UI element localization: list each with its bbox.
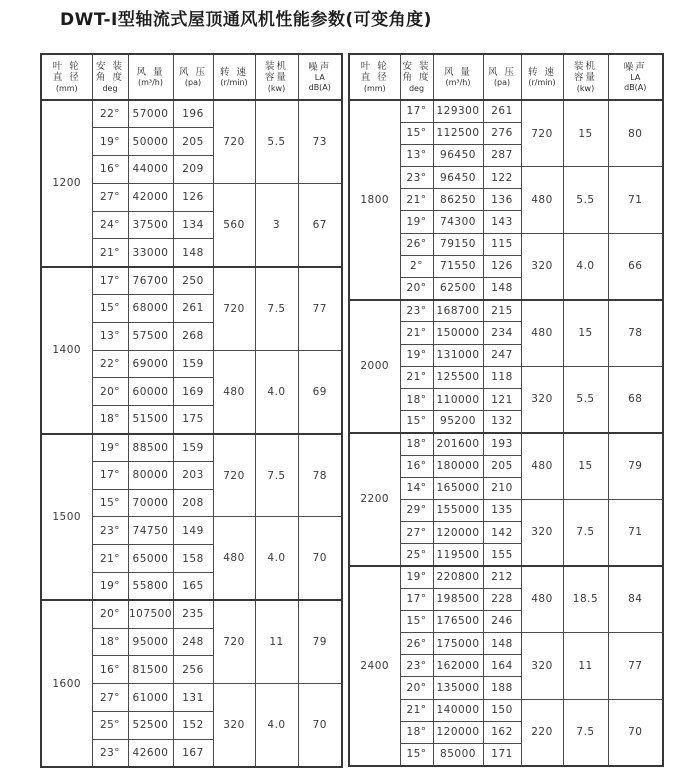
- air-pressure-cell: 246: [483, 610, 521, 632]
- air-volume-cell: 201600: [433, 433, 483, 455]
- angle-cell: 13°: [400, 144, 433, 166]
- column-header-line: 噪声: [623, 61, 647, 73]
- table-row: [41, 434, 342, 462]
- noise-cell: 79: [608, 433, 663, 500]
- capacity-cell: 7.5: [255, 267, 298, 350]
- air-volume-cell: 125500: [433, 366, 483, 388]
- air-pressure-cell: 115: [483, 233, 521, 255]
- air-volume-cell: 119500: [433, 544, 483, 566]
- angle-cell: 20°: [400, 677, 433, 699]
- air-volume-cell: 155000: [433, 499, 483, 521]
- angle-cell: 17°: [92, 461, 128, 489]
- air-pressure-cell: 152: [173, 712, 213, 740]
- column-header-line: 风 压: [487, 66, 517, 78]
- column-header-line: deg: [408, 83, 425, 93]
- column-header-line: (r/min): [528, 77, 556, 87]
- speed-cell: 480: [521, 300, 563, 367]
- column-header-line: (m³/h): [445, 77, 471, 87]
- noise-cell: 69: [298, 350, 342, 433]
- air-pressure-cell: 209: [173, 156, 213, 184]
- angle-cell: 19°: [92, 573, 128, 601]
- tables-container: [40, 53, 700, 768]
- air-volume-cell: 162000: [433, 655, 483, 677]
- diameter-cell: 1800: [349, 100, 400, 300]
- air-pressure-cell: 126: [173, 183, 213, 211]
- air-volume-cell: 120000: [433, 522, 483, 544]
- air-pressure-cell: 136: [483, 189, 521, 211]
- air-volume-cell: 112500: [433, 122, 483, 144]
- air-volume-cell: 65000: [128, 545, 173, 573]
- angle-cell: 20°: [92, 378, 128, 406]
- column-header-line: 风 量: [443, 66, 473, 78]
- air-volume-cell: 74300: [433, 211, 483, 233]
- angle-cell: 19°: [400, 566, 433, 588]
- air-pressure-cell: 235: [173, 600, 213, 628]
- air-pressure-cell: 162: [483, 721, 521, 743]
- angle-cell: 21°: [400, 189, 433, 211]
- column-header-line: 直 径: [360, 72, 389, 84]
- noise-cell: 71: [608, 499, 663, 566]
- angle-cell: 21°: [400, 322, 433, 344]
- column-header: [213, 54, 255, 100]
- air-pressure-cell: 205: [483, 455, 521, 477]
- diameter-cell: 1400: [41, 267, 92, 434]
- column-header-line: (pa): [493, 77, 511, 87]
- column-header: [563, 54, 608, 100]
- air-volume-cell: 42000: [128, 183, 173, 211]
- air-pressure-cell: 148: [173, 239, 213, 267]
- air-pressure-cell: 131: [173, 684, 213, 712]
- air-pressure-cell: 175: [173, 406, 213, 434]
- angle-cell: 22°: [92, 100, 128, 128]
- angle-cell: 22°: [92, 350, 128, 378]
- speed-cell: 720: [213, 434, 255, 517]
- angle-cell: 15°: [400, 411, 433, 433]
- column-header: [128, 54, 173, 100]
- angle-cell: 21°: [92, 545, 128, 573]
- air-volume-cell: 165000: [433, 477, 483, 499]
- air-pressure-cell: 210: [483, 477, 521, 499]
- angle-cell: 27°: [400, 522, 433, 544]
- table-row: [41, 267, 342, 295]
- noise-cell: 67: [298, 183, 342, 266]
- angle-cell: 26°: [400, 233, 433, 255]
- air-volume-cell: 69000: [128, 350, 173, 378]
- air-pressure-cell: 148: [483, 278, 521, 300]
- angle-cell: 19°: [400, 344, 433, 366]
- column-header-line: (mm): [55, 83, 78, 93]
- fan-parameters-table-right: [348, 53, 664, 767]
- air-pressure-cell: 149: [173, 517, 213, 545]
- header-row: [41, 54, 342, 100]
- noise-cell: 66: [608, 233, 663, 300]
- air-volume-cell: 68000: [128, 295, 173, 323]
- capacity-cell: 4.0: [255, 517, 298, 600]
- column-header: [400, 54, 433, 100]
- table-row: [41, 600, 342, 628]
- column-header-line: (pa): [184, 77, 202, 87]
- air-volume-cell: 52500: [128, 712, 173, 740]
- angle-cell: 18°: [400, 388, 433, 410]
- column-header-line: (kw): [267, 83, 286, 93]
- capacity-cell: 4.0: [563, 233, 608, 300]
- angle-cell: 15°: [92, 295, 128, 323]
- air-volume-cell: 50000: [128, 128, 173, 156]
- angle-cell: 18°: [400, 721, 433, 743]
- air-volume-cell: 176500: [433, 610, 483, 632]
- air-pressure-cell: 169: [173, 378, 213, 406]
- column-header-line: (mm): [363, 83, 386, 93]
- column-header-line: 容量: [573, 72, 597, 84]
- capacity-cell: 11: [563, 633, 608, 700]
- column-header: [41, 54, 92, 100]
- column-header-line: 装机: [264, 60, 288, 72]
- column-header: [521, 54, 563, 100]
- column-header-line: 角 度: [402, 72, 431, 84]
- speed-cell: 480: [521, 566, 563, 633]
- column-header-line: 直 径: [52, 72, 81, 84]
- angle-cell: 21°: [400, 366, 433, 388]
- air-volume-cell: 61000: [128, 684, 173, 712]
- speed-cell: 480: [213, 517, 255, 600]
- speed-cell: 320: [213, 684, 255, 767]
- capacity-cell: 15: [563, 100, 608, 167]
- capacity-cell: 4.0: [255, 684, 298, 767]
- column-header-line: 风 压: [178, 66, 208, 78]
- angle-cell: 23°: [92, 517, 128, 545]
- air-pressure-cell: 228: [483, 588, 521, 610]
- speed-cell: 320: [521, 499, 563, 566]
- speed-cell: 320: [521, 366, 563, 433]
- column-header-line: dB(A): [624, 82, 647, 92]
- noise-cell: 70: [298, 684, 342, 767]
- diameter-cell: 2000: [349, 300, 400, 433]
- air-pressure-cell: 155: [483, 544, 521, 566]
- air-pressure-cell: 135: [483, 499, 521, 521]
- speed-cell: 220: [521, 699, 563, 766]
- air-volume-cell: 86250: [433, 189, 483, 211]
- capacity-cell: 7.5: [255, 434, 298, 517]
- air-volume-cell: 96450: [433, 167, 483, 189]
- air-pressure-cell: 212: [483, 566, 521, 588]
- air-pressure-cell: 126: [483, 255, 521, 277]
- table-header: [41, 54, 342, 100]
- air-pressure-cell: 150: [483, 699, 521, 721]
- air-pressure-cell: 261: [483, 100, 521, 122]
- speed-cell: 480: [213, 350, 255, 433]
- air-volume-cell: 60000: [128, 378, 173, 406]
- fan-parameters-table-left: [40, 53, 343, 768]
- column-header-line: (m³/h): [137, 77, 163, 87]
- air-pressure-cell: 248: [173, 628, 213, 656]
- angle-cell: 14°: [400, 477, 433, 499]
- air-volume-cell: 129300: [433, 100, 483, 122]
- column-header-line: 安 装: [95, 60, 125, 72]
- column-header: [173, 54, 213, 100]
- angle-cell: 23°: [400, 655, 433, 677]
- angle-cell: 23°: [92, 739, 128, 767]
- capacity-cell: 15: [563, 433, 608, 500]
- angle-cell: 29°: [400, 499, 433, 521]
- column-header-line: 叶 轮: [360, 60, 389, 72]
- speed-cell: 720: [521, 100, 563, 167]
- column-header-line: deg: [102, 83, 118, 93]
- air-pressure-cell: 121: [483, 388, 521, 410]
- air-volume-cell: 74750: [128, 517, 173, 545]
- air-pressure-cell: 118: [483, 366, 521, 388]
- capacity-cell: 4.0: [255, 350, 298, 433]
- noise-cell: 84: [608, 566, 663, 633]
- air-pressure-cell: 132: [483, 411, 521, 433]
- air-volume-cell: 33000: [128, 239, 173, 267]
- diameter-cell: 1600: [41, 600, 92, 767]
- capacity-cell: 7.5: [563, 499, 608, 566]
- noise-cell: 80: [608, 100, 663, 167]
- air-volume-cell: 198500: [433, 588, 483, 610]
- air-volume-cell: 76700: [128, 267, 173, 295]
- noise-cell: 77: [298, 267, 342, 350]
- air-volume-cell: 220800: [433, 566, 483, 588]
- air-volume-cell: 81500: [128, 656, 173, 684]
- angle-cell: 21°: [92, 239, 128, 267]
- angle-cell: 15°: [92, 489, 128, 517]
- column-header-line: (r/min): [220, 77, 248, 87]
- angle-cell: 2°: [400, 255, 433, 277]
- speed-cell: 720: [213, 600, 255, 683]
- diameter-cell: 1500: [41, 434, 92, 601]
- column-header-line: 容量: [264, 72, 288, 84]
- angle-cell: 23°: [400, 167, 433, 189]
- noise-cell: 78: [608, 300, 663, 367]
- air-pressure-cell: 158: [173, 545, 213, 573]
- capacity-cell: 15: [563, 300, 608, 367]
- air-volume-cell: 150000: [433, 322, 483, 344]
- column-header-line: 转 速: [219, 66, 249, 78]
- angle-cell: 18°: [400, 433, 433, 455]
- column-header-line: dB(A): [308, 82, 331, 92]
- air-pressure-cell: 193: [483, 433, 521, 455]
- air-volume-cell: 44000: [128, 156, 173, 184]
- capacity-cell: 3: [255, 183, 298, 266]
- angle-cell: 16°: [92, 156, 128, 184]
- air-volume-cell: 85000: [433, 743, 483, 765]
- air-volume-cell: 88500: [128, 434, 173, 462]
- column-header: [483, 54, 521, 100]
- air-pressure-cell: 247: [483, 344, 521, 366]
- air-pressure-cell: 256: [173, 656, 213, 684]
- column-header-line: LA: [314, 73, 325, 83]
- angle-cell: 18°: [92, 406, 128, 434]
- air-pressure-cell: 159: [173, 350, 213, 378]
- air-volume-cell: 131000: [433, 344, 483, 366]
- angle-cell: 27°: [92, 684, 128, 712]
- capacity-cell: 18.5: [563, 566, 608, 633]
- table-row: [349, 100, 663, 122]
- page-title: DWT-I型轴流式屋顶通风机性能参数(可变角度): [60, 10, 432, 30]
- speed-cell: 720: [213, 267, 255, 350]
- column-header: [255, 54, 298, 100]
- angle-cell: 15°: [400, 610, 433, 632]
- capacity-cell: 5.5: [563, 366, 608, 433]
- angle-cell: 19°: [92, 128, 128, 156]
- air-volume-cell: 62500: [433, 278, 483, 300]
- air-volume-cell: 95200: [433, 411, 483, 433]
- air-volume-cell: 55800: [128, 573, 173, 601]
- air-pressure-cell: 188: [483, 677, 521, 699]
- column-header-line: LA: [630, 73, 641, 83]
- table-body: [349, 100, 663, 766]
- noise-cell: 68: [608, 366, 663, 433]
- column-header: [433, 54, 483, 100]
- air-volume-cell: 140000: [433, 699, 483, 721]
- air-pressure-cell: 261: [173, 295, 213, 323]
- angle-cell: 24°: [92, 211, 128, 239]
- angle-cell: 27°: [92, 183, 128, 211]
- column-header-line: 装机: [573, 60, 597, 72]
- column-header-line: (kw): [576, 83, 595, 93]
- air-volume-cell: 57500: [128, 322, 173, 350]
- capacity-cell: 7.5: [563, 699, 608, 766]
- air-volume-cell: 70000: [128, 489, 173, 517]
- noise-cell: 70: [298, 517, 342, 600]
- air-pressure-cell: 143: [483, 211, 521, 233]
- angle-cell: 13°: [92, 322, 128, 350]
- speed-cell: 480: [521, 167, 563, 234]
- air-pressure-cell: 159: [173, 434, 213, 462]
- diameter-cell: 2200: [349, 433, 400, 566]
- angle-cell: 17°: [400, 588, 433, 610]
- air-volume-cell: 80000: [128, 461, 173, 489]
- air-pressure-cell: 208: [173, 489, 213, 517]
- air-pressure-cell: 165: [173, 573, 213, 601]
- column-header-line: 噪声: [308, 61, 332, 73]
- speed-cell: 320: [521, 633, 563, 700]
- air-volume-cell: 37500: [128, 211, 173, 239]
- angle-cell: 23°: [400, 300, 433, 322]
- air-volume-cell: 168700: [433, 300, 483, 322]
- column-header-line: 风 量: [136, 66, 165, 78]
- air-volume-cell: 180000: [433, 455, 483, 477]
- table-body: [41, 100, 342, 767]
- column-header: [298, 54, 342, 100]
- diameter-cell: 2400: [349, 566, 400, 766]
- air-pressure-cell: 268: [173, 322, 213, 350]
- column-header-line: 叶 轮: [52, 60, 81, 72]
- capacity-cell: 5.5: [563, 167, 608, 234]
- table-row: [349, 433, 663, 455]
- angle-cell: 19°: [400, 211, 433, 233]
- speed-cell: 320: [521, 233, 563, 300]
- air-pressure-cell: 196: [173, 100, 213, 128]
- diameter-cell: 1200: [41, 100, 92, 267]
- angle-cell: 15°: [400, 743, 433, 765]
- air-pressure-cell: 171: [483, 743, 521, 765]
- table-row: [349, 566, 663, 588]
- air-volume-cell: 51500: [128, 406, 173, 434]
- air-volume-cell: 95000: [128, 628, 173, 656]
- air-pressure-cell: 148: [483, 633, 521, 655]
- air-pressure-cell: 203: [173, 461, 213, 489]
- air-pressure-cell: 250: [173, 267, 213, 295]
- noise-cell: 79: [298, 600, 342, 683]
- air-pressure-cell: 276: [483, 122, 521, 144]
- noise-cell: 77: [608, 633, 663, 700]
- air-volume-cell: 107500: [128, 600, 173, 628]
- speed-cell: 480: [521, 433, 563, 500]
- air-volume-cell: 96450: [433, 144, 483, 166]
- speed-cell: 560: [213, 183, 255, 266]
- header-row: [349, 54, 663, 100]
- air-pressure-cell: 167: [173, 739, 213, 767]
- table-row: [41, 100, 342, 128]
- air-pressure-cell: 164: [483, 655, 521, 677]
- capacity-cell: 11: [255, 600, 298, 683]
- column-header: [92, 54, 128, 100]
- air-pressure-cell: 205: [173, 128, 213, 156]
- column-header-line: 角 度: [95, 72, 125, 84]
- air-volume-cell: 110000: [433, 388, 483, 410]
- angle-cell: 20°: [92, 600, 128, 628]
- air-volume-cell: 175000: [433, 633, 483, 655]
- noise-cell: 71: [608, 167, 663, 234]
- angle-cell: 21°: [400, 699, 433, 721]
- angle-cell: 25°: [400, 544, 433, 566]
- noise-cell: 78: [298, 434, 342, 517]
- air-volume-cell: 120000: [433, 721, 483, 743]
- air-volume-cell: 135000: [433, 677, 483, 699]
- capacity-cell: 5.5: [255, 100, 298, 183]
- column-header: [608, 54, 663, 100]
- air-volume-cell: 42600: [128, 739, 173, 767]
- table-header: [349, 54, 663, 100]
- air-volume-cell: 71550: [433, 255, 483, 277]
- air-pressure-cell: 122: [483, 167, 521, 189]
- column-header: [349, 54, 400, 100]
- air-volume-cell: 57000: [128, 100, 173, 128]
- angle-cell: 20°: [400, 278, 433, 300]
- angle-cell: 17°: [400, 100, 433, 122]
- angle-cell: 16°: [92, 656, 128, 684]
- table-row: [349, 300, 663, 322]
- air-pressure-cell: 134: [173, 211, 213, 239]
- air-pressure-cell: 234: [483, 322, 521, 344]
- speed-cell: 720: [213, 100, 255, 183]
- air-pressure-cell: 142: [483, 522, 521, 544]
- column-header-line: 安 装: [402, 60, 431, 72]
- air-pressure-cell: 287: [483, 144, 521, 166]
- angle-cell: 19°: [92, 434, 128, 462]
- air-pressure-cell: 215: [483, 300, 521, 322]
- angle-cell: 26°: [400, 633, 433, 655]
- angle-cell: 16°: [400, 455, 433, 477]
- angle-cell: 17°: [92, 267, 128, 295]
- angle-cell: 15°: [400, 122, 433, 144]
- column-header-line: 转 速: [527, 66, 557, 78]
- air-volume-cell: 79150: [433, 233, 483, 255]
- noise-cell: 70: [608, 699, 663, 766]
- angle-cell: 18°: [92, 628, 128, 656]
- angle-cell: 25°: [92, 712, 128, 740]
- noise-cell: 73: [298, 100, 342, 183]
